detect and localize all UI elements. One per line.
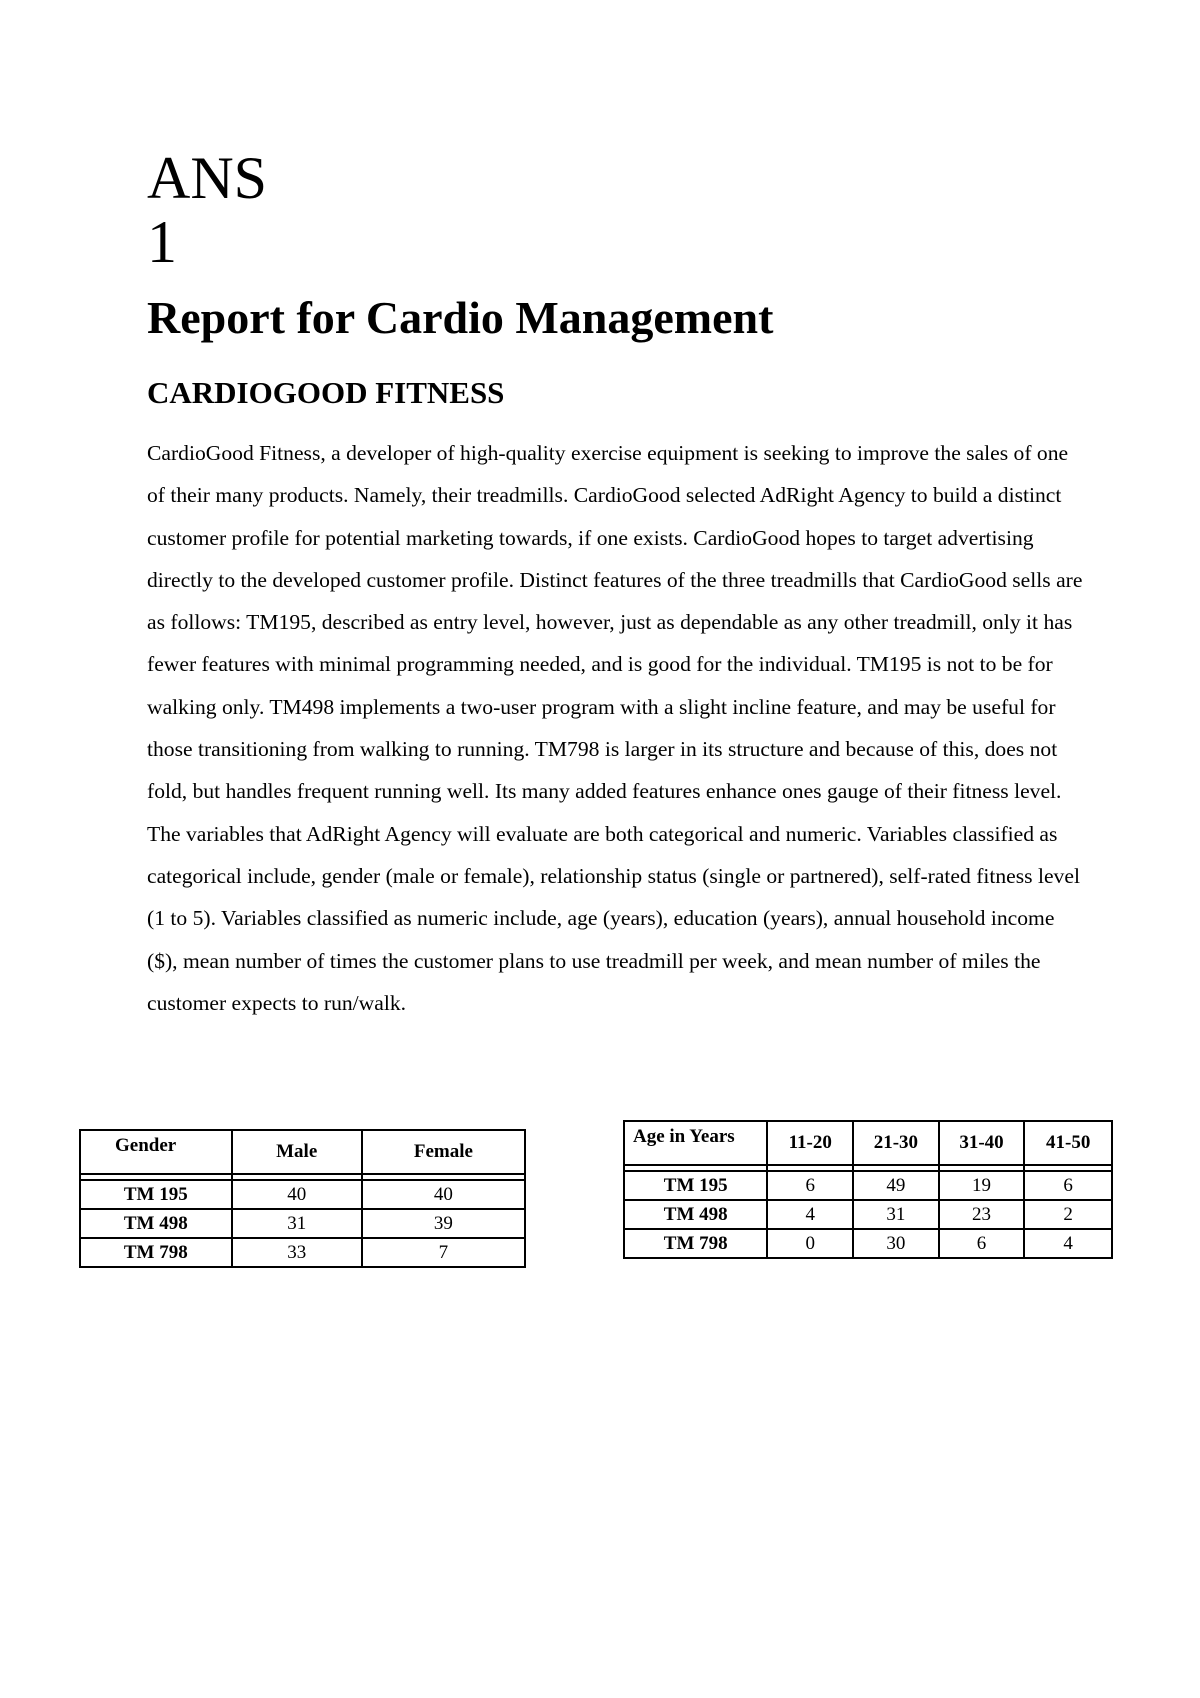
table-cell: 19 <box>939 1171 1025 1200</box>
row-label: TM 195 <box>80 1180 232 1209</box>
answer-heading <box>147 146 267 274</box>
table-row <box>624 1171 1112 1200</box>
table-row <box>624 1229 1112 1258</box>
table-cell: 30 <box>853 1229 939 1258</box>
table-cell: 4 <box>1024 1229 1112 1258</box>
table-cell: 0 <box>767 1229 853 1258</box>
row-label: TM 498 <box>624 1200 767 1229</box>
age-table <box>623 1120 1113 1259</box>
table-cell: 7 <box>362 1238 525 1267</box>
table-cell: 49 <box>853 1171 939 1200</box>
body-paragraph: CardioGood Fitness, a developer of high-quality exercise equipment is seeking to improve the sales of one of their many products. Namely, their treadmills. CardioGood selected AdRight Agency to build a distinct customer profile for potential marketing towards, if one exists. CardioGood hopes to target advertising directly to the developed customer profile. Distinct features of the three treadmills that CardioGood sells are as follows: TM195, described as entry level, however, just as dependable as any other treadmill, only it has fewer features with minimal programming needed, and is good for the individual. TM195 is not to be for walking only. TM498 implements a two-user program with a slight incline feature, and may be useful for those transitioning from walking to running. TM798 is larger in its structure and because of this, does not fold, but handles frequent running well. Its many added features enhance ones gauge of their fitness level. The variables that AdRight Agency will evaluate are both categorical and numeric. Variables classified as categorical include, gender (male or female), relationship status (single or partnered), self-rated fitness level (1 to 5). Variables classified as numeric include, age (years), education (years), annual household income ($), mean number of times the customer plans to use treadmill per week, and mean number of miles the customer expects to run/walk. <box>147 441 1083 1015</box>
age-header-41-50: 41-50 <box>1024 1121 1112 1165</box>
table-cell: 23 <box>939 1200 1025 1229</box>
row-label: TM 798 <box>624 1229 767 1258</box>
table-header-row <box>80 1130 525 1174</box>
age-header-21-30: 21-30 <box>853 1121 939 1165</box>
table-cell: 6 <box>1024 1171 1112 1200</box>
row-label: TM 195 <box>624 1171 767 1200</box>
age-header-31-40: 31-40 <box>939 1121 1025 1165</box>
age-header-label: Age in Years <box>624 1121 767 1165</box>
row-label: TM 798 <box>80 1238 232 1267</box>
row-label: TM 498 <box>80 1209 232 1238</box>
table-cell: 4 <box>767 1200 853 1229</box>
table-row <box>80 1180 525 1209</box>
gender-table <box>79 1129 526 1268</box>
table-cell: 31 <box>853 1200 939 1229</box>
table-cell: 40 <box>232 1180 362 1209</box>
table-cell: 6 <box>767 1171 853 1200</box>
table-row <box>80 1238 525 1267</box>
answer-label: ANS <box>147 145 268 211</box>
table-cell: 31 <box>232 1209 362 1238</box>
table-row <box>624 1200 1112 1229</box>
table-cell: 33 <box>232 1238 362 1267</box>
table-cell: 6 <box>939 1229 1025 1258</box>
table-cell: 2 <box>1024 1200 1112 1229</box>
report-title: Report for Cardio Management <box>147 292 774 343</box>
table-header-row <box>624 1121 1112 1165</box>
section-heading: CARDIOGOOD FITNESS <box>147 375 505 410</box>
gender-header-label: Gender <box>80 1130 232 1174</box>
table-cell: 40 <box>362 1180 525 1209</box>
table-row <box>80 1209 525 1238</box>
answer-number: 1 <box>147 209 177 275</box>
gender-header-male: Male <box>232 1130 362 1174</box>
gender-header-female: Female <box>362 1130 525 1174</box>
table-cell: 39 <box>362 1209 525 1238</box>
age-header-11-20: 11-20 <box>767 1121 853 1165</box>
